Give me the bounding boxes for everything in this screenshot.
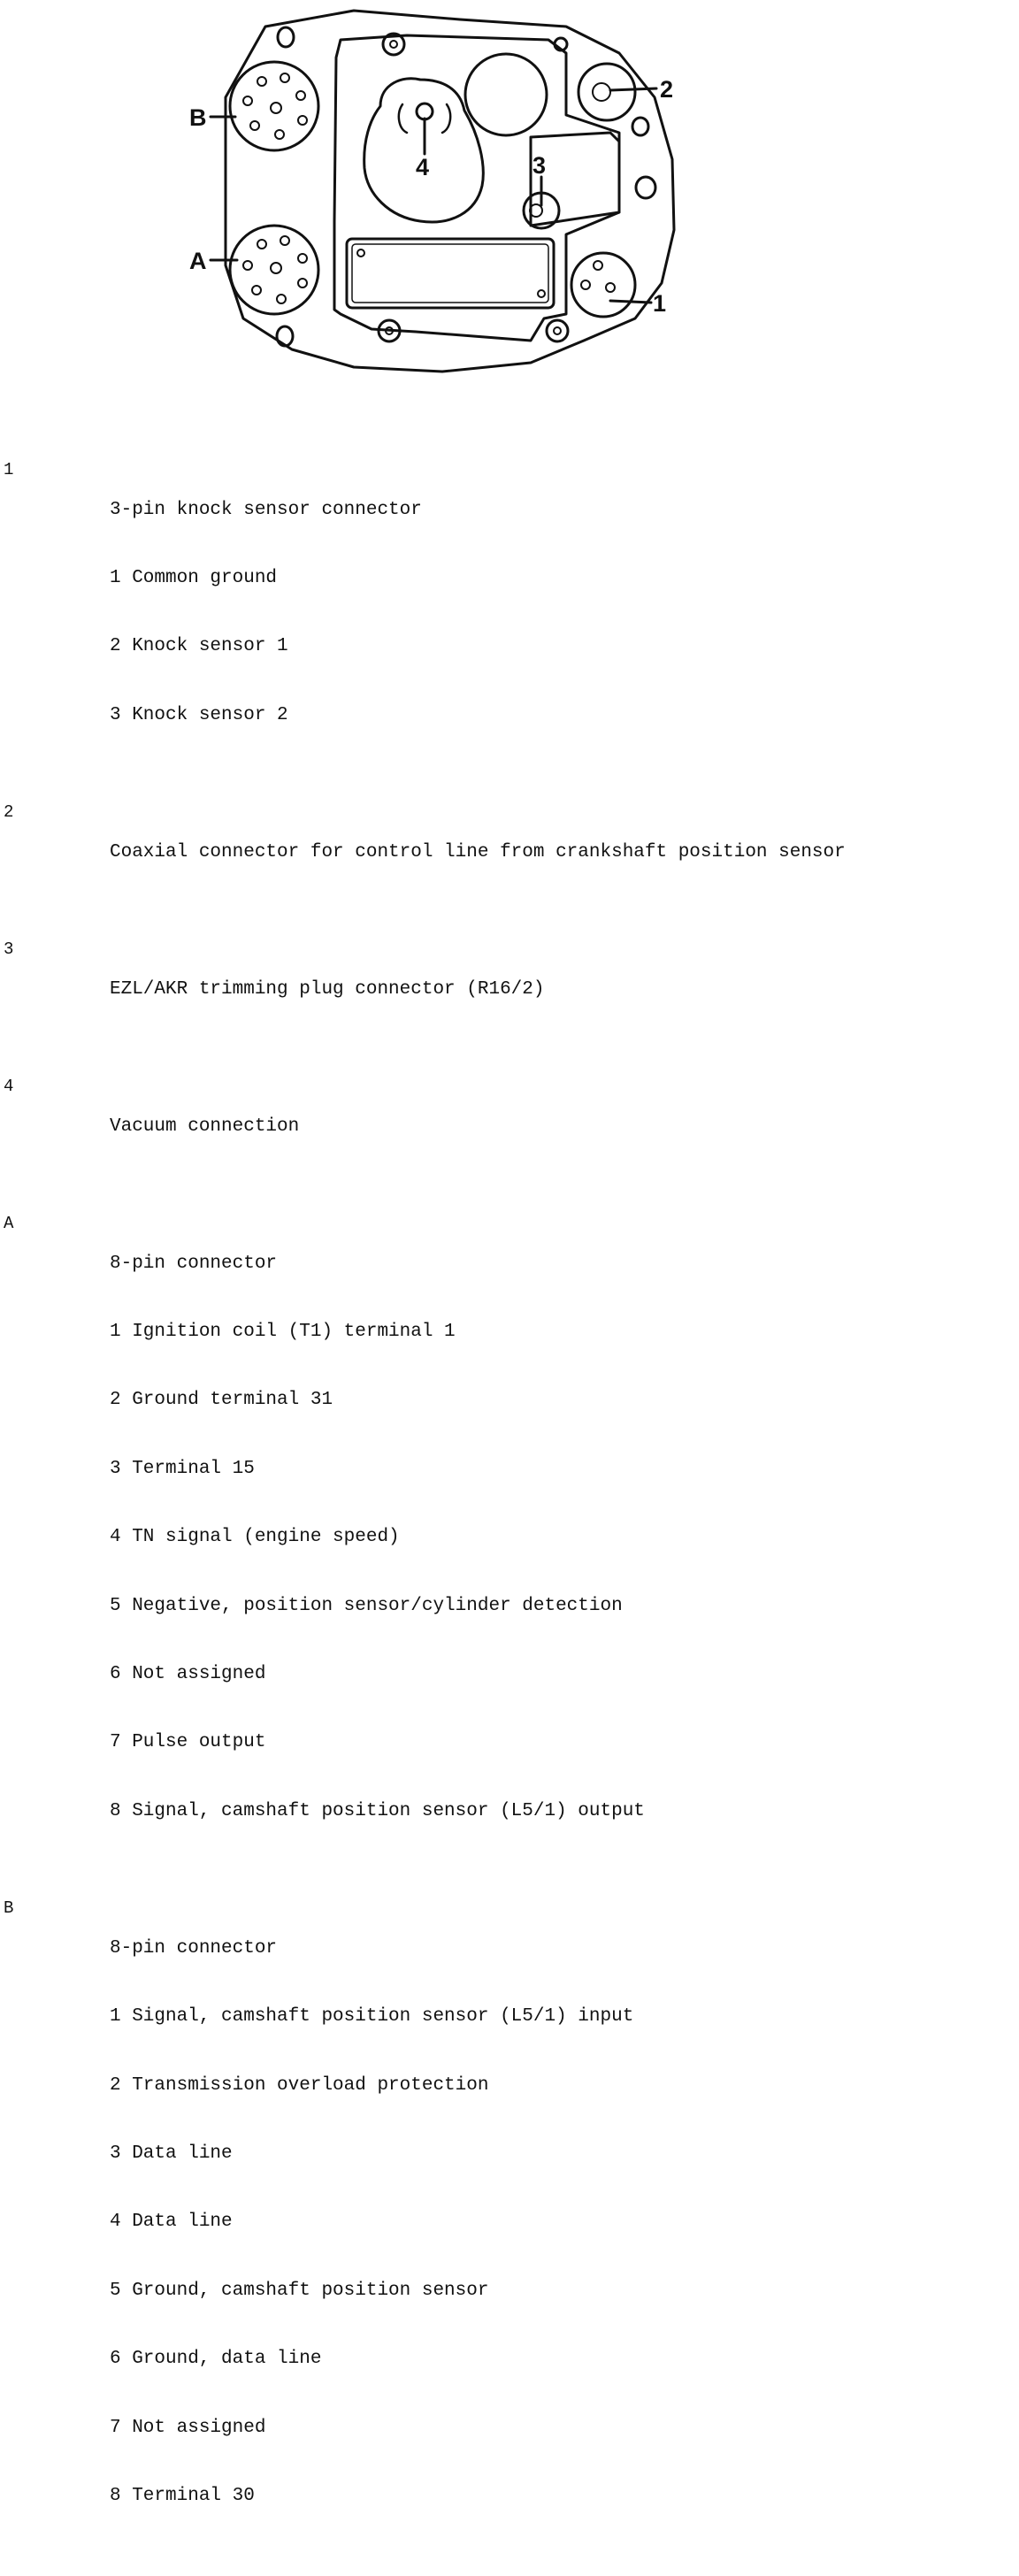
- pin-description: 2 Ground terminal 31: [110, 1390, 333, 1411]
- legend-title: 8-pin connector: [110, 1253, 278, 1274]
- round-cap: [465, 54, 547, 135]
- housing-hole: [632, 118, 648, 135]
- pin-description: 1 Signal, camshaft position sensor (L5/1) input: [110, 2006, 634, 2028]
- legend-entry: [0, 1070, 1019, 1184]
- pin-description: 2 Transmission overload protection: [110, 2074, 489, 2096]
- ignition-module-diagram: [0, 0, 1019, 416]
- legend-entry: [0, 1891, 1019, 2553]
- vacuum-nozzle: [417, 104, 433, 119]
- housing-hole: [277, 326, 293, 346]
- housing-hole: [278, 27, 294, 47]
- pin-description: 3 Knock sensor 2: [110, 704, 288, 725]
- legend-key: 1: [4, 460, 14, 479]
- connector-a: [230, 226, 318, 314]
- leader-2: [610, 88, 656, 90]
- pin-description: 4 TN signal (engine speed): [110, 1527, 400, 1548]
- legend-entry: [0, 932, 1019, 1046]
- callout-a: A: [189, 248, 207, 274]
- pin-description: 3 Terminal 15: [110, 1458, 255, 1479]
- trimming-block: [531, 133, 619, 226]
- legend-key: 4: [4, 1077, 14, 1097]
- callout-1: 1: [653, 290, 667, 317]
- legend-entry: [0, 795, 1019, 909]
- legend-title: Coaxial connector for control line from crankshaft position sensor: [110, 841, 846, 862]
- pin-description: 1 Ignition coil (T1) terminal 1: [110, 1322, 456, 1343]
- label-plate: [347, 239, 554, 308]
- pin-description: 3 Data line: [110, 2143, 233, 2164]
- legend-key: 2: [4, 802, 14, 823]
- inner-panel: [334, 35, 619, 341]
- legend-entry: [0, 1207, 1019, 1868]
- legend-entry: [0, 453, 1019, 772]
- callout-2: 2: [660, 76, 674, 103]
- pin-description: 7 Not assigned: [110, 2417, 266, 2438]
- callout-b: B: [189, 104, 207, 131]
- coaxial-connector: [578, 64, 635, 120]
- pin-description: 7 Pulse output: [110, 1732, 266, 1753]
- connector-b: [230, 62, 318, 150]
- pin-description: 8 Terminal 30: [110, 2485, 255, 2506]
- legend-title: 8-pin connector: [110, 1937, 278, 1959]
- pin-description: 4 Data line: [110, 2212, 233, 2233]
- leader-1: [610, 301, 651, 303]
- pin-description: 2 Knock sensor 1: [110, 636, 288, 657]
- legend-title: 3-pin knock sensor connector: [110, 499, 422, 520]
- pin-description: 1 Common ground: [110, 567, 278, 588]
- pin-description: 5 Negative, position sensor/cylinder detection: [110, 1595, 623, 1616]
- housing-hole: [636, 177, 655, 198]
- callout-3: 3: [532, 152, 547, 179]
- legend: [0, 453, 1019, 2576]
- pin-description: 6 Ground, data line: [110, 2349, 322, 2370]
- mount-screw: [547, 320, 568, 341]
- pin-description: 6 Not assigned: [110, 1664, 266, 1685]
- legend-key: B: [4, 1898, 14, 1919]
- legend-key: A: [4, 1214, 14, 1234]
- legend-title: EZL/AKR trimming plug connector (R16/2): [110, 978, 545, 1000]
- pin-description: 8 Signal, camshaft position sensor (L5/1) output: [110, 1800, 645, 1821]
- pin-description: 5 Ground, camshaft position sensor: [110, 2280, 489, 2301]
- callout-4: 4: [416, 154, 430, 180]
- legend-title: Vacuum connection: [110, 1116, 300, 1137]
- legend-key: 3: [4, 939, 14, 960]
